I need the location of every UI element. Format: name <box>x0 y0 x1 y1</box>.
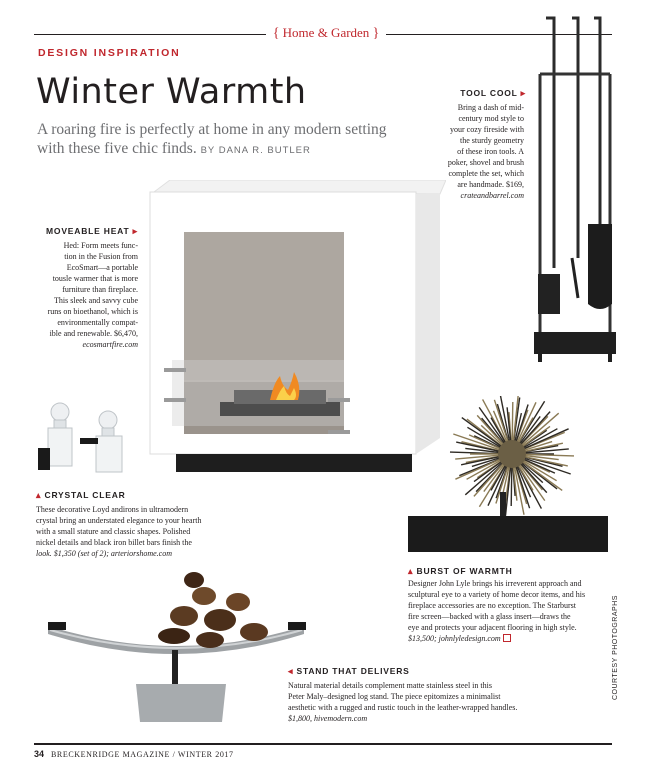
section-label[interactable] <box>268 25 384 42</box>
log-stand-image <box>44 566 310 726</box>
stand-that-delivers-last-line: $1,800, hivemodern.com <box>288 714 368 723</box>
tool-cool-line: complete the set, which <box>448 169 524 178</box>
moveable-heat-source[interactable]: ecosmartfire.com <box>82 340 138 349</box>
crystal-clear-source[interactable]: arteriorshome.com <box>110 549 172 558</box>
crystal-clear-last-line: look. $1,350 (set of 2); arteriorshome.com <box>36 549 172 558</box>
tool-cool-line: of these iron tools. A <box>457 147 524 156</box>
moveable-heat-line: This sleek and savvy cube <box>54 296 138 305</box>
tool-cool-line: are handmade. $169, <box>457 180 524 189</box>
tool-cool-line: poker, shovel and brush <box>447 158 524 167</box>
moveable-heat-line: furniture than fireplace. <box>62 285 138 294</box>
fusion-fireplace-image <box>148 180 446 484</box>
deck-text: A roaring fire is perfectly at home in any modern setting with these five chic finds. <box>37 121 387 157</box>
tool-cool-title: TOOL COOL ▸ <box>460 88 526 98</box>
moveable-heat-title: MOVEABLE HEAT ▸ <box>46 226 138 236</box>
burst-of-warmth-line: fire screen—backed with a glass insert—draws the <box>408 612 571 621</box>
burst-of-warmth-body <box>408 578 614 644</box>
crystal-clear-line: crystal bring an understated elegance to your hearth <box>36 516 202 525</box>
header-rule-left <box>34 34 266 35</box>
stand-that-delivers-line: Natural material details complement matte stainless steel in this <box>288 681 492 690</box>
arrow-right-icon: ▸ <box>132 226 138 236</box>
burst-of-warmth-line: fireplace accessories are no exception. The Starburst <box>408 601 576 610</box>
photo-credit: COURTESY PHOTOGRAPHS <box>612 595 619 700</box>
page-title: Winter Warmth <box>36 72 307 112</box>
publication-name: BRECKENRIDGE MAGAZINE / WINTER 2017 <box>51 750 234 759</box>
crystal-clear-line: with a small stature and classic shapes. Polished <box>36 527 191 536</box>
burst-of-warmth-last-line: $13,500; johnlyledesign.com <box>408 633 614 644</box>
arrow-up-icon: ▴ <box>36 490 42 500</box>
arrow-right-icon: ▸ <box>520 88 526 98</box>
crystal-clear-title: ▴ CRYSTAL CLEAR <box>36 490 126 500</box>
crystal-andirons-image <box>34 402 134 480</box>
tool-cool-source[interactable]: crateandbarrel.com <box>460 191 524 200</box>
page-number: 34 <box>34 749 45 759</box>
burst-of-warmth-source[interactable]: johnlyledesign.com <box>438 634 501 643</box>
moveable-heat-body <box>20 240 138 350</box>
burst-of-warmth-line: eye and protects your adjacent flooring in high style. <box>408 623 577 632</box>
fireplace-tools-image <box>522 14 622 366</box>
byline: BY DANA R. BUTLER <box>200 145 311 156</box>
crystal-clear-line: nickel details and black iron billet bars finish the <box>36 538 192 547</box>
moveable-heat-line: environmentally compat- <box>57 318 138 327</box>
moveable-heat-line: ible and renewable. $6,470, <box>49 329 138 338</box>
tool-cool-line: your cozy fireside with <box>450 125 524 134</box>
moveable-heat-line: tion in the Fusion from <box>64 252 138 261</box>
burst-of-warmth-title: ▴ BURST OF WARMTH <box>408 566 513 576</box>
kicker: DESIGN INSPIRATION <box>38 47 181 59</box>
tool-cool-line: the sturdy geometry <box>460 136 524 145</box>
tool-cool-line: century mod style to <box>458 114 524 123</box>
end-mark-icon <box>503 634 511 642</box>
arrow-up-icon: ▴ <box>408 566 414 576</box>
brace-close: } <box>372 26 380 41</box>
crystal-clear-line: These decorative Loyd andirons in ultramodern <box>36 505 189 514</box>
deck <box>37 120 397 160</box>
starburst-screen-image <box>406 396 612 558</box>
stand-that-delivers-line: Peter Maly–designed log stand. The piece epitomizes a minimalist <box>288 692 501 701</box>
arrow-left-icon: ◂ <box>288 666 294 676</box>
stand-that-delivers-body <box>288 680 604 724</box>
stand-that-delivers-line: aesthetic with a rugged and rustic touch in the leather-wrapped handles. <box>288 703 518 712</box>
stand-that-delivers-title: ◂ STAND THAT DELIVERS <box>288 666 410 676</box>
stand-that-delivers-source[interactable]: hivemodern.com <box>314 714 368 723</box>
burst-of-warmth-line: Designer John Lyle brings his irreverent approach and <box>408 579 582 588</box>
section-name: Home & Garden <box>282 25 370 40</box>
moveable-heat-line: runs on bioethanol, which is <box>47 307 138 316</box>
moveable-heat-line: Hed: Form meets func- <box>63 241 138 250</box>
brace-open: { <box>272 26 280 41</box>
moveable-heat-line: tousle warmer that is more <box>52 274 138 283</box>
burst-of-warmth-line: sculptural eye to a variety of home decor items, and his <box>408 590 586 599</box>
tool-cool-line: Bring a dash of mid- <box>457 103 524 112</box>
footer-rule <box>34 743 612 745</box>
crystal-clear-body <box>36 504 276 559</box>
moveable-heat-line: EcoSmart—a portable <box>66 263 138 272</box>
